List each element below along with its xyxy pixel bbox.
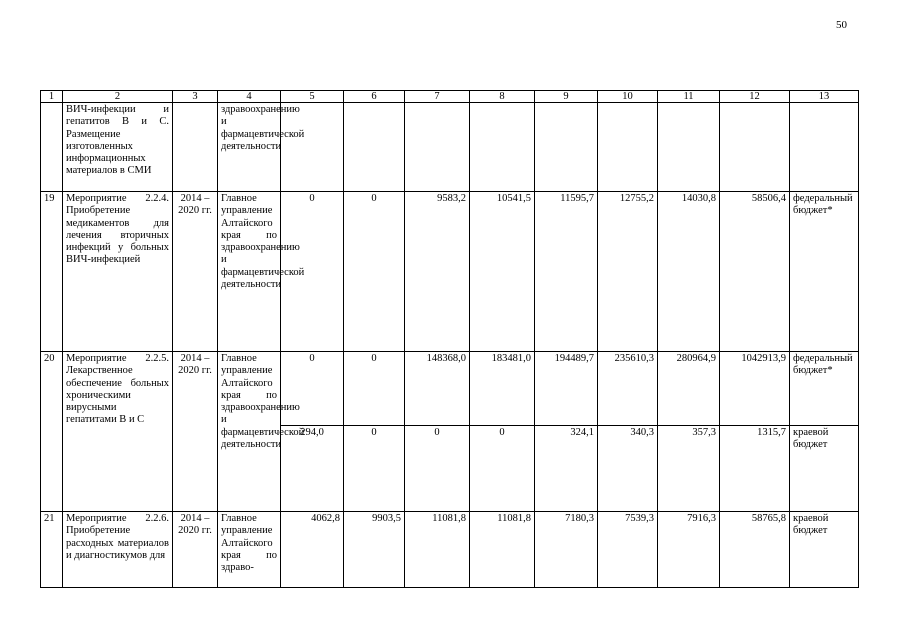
- value-cell: 0: [405, 426, 470, 512]
- column-header: 5: [281, 91, 344, 103]
- column-header: 12: [720, 91, 790, 103]
- executor: здравоохранению и фармацевтической деятельности: [218, 103, 281, 192]
- column-header: 11: [658, 91, 720, 103]
- column-header: 10: [598, 91, 658, 103]
- executor: Главное управление Алтайского края по здраво-: [218, 512, 281, 588]
- value-cell: 7180,3: [535, 512, 598, 588]
- value-cell: 294,0: [281, 426, 344, 512]
- funding-source: федеральный бюджет*: [790, 192, 859, 352]
- value-cell: 235610,3: [598, 352, 658, 426]
- value-cell: 9903,5: [344, 512, 405, 588]
- budget-table: [40, 90, 859, 588]
- row-number: 19: [41, 192, 63, 352]
- executor: Главное управление Алтайского края по здравоохранению и фармацевтической деятельности: [218, 192, 281, 352]
- value-cell: 12755,2: [598, 192, 658, 352]
- funding-source: краевой бюджет: [790, 512, 859, 588]
- column-header: 13: [790, 91, 859, 103]
- value-cell: 58506,4: [720, 192, 790, 352]
- table-row: [41, 192, 859, 352]
- column-header: 7: [405, 91, 470, 103]
- value-cell: 148368,0: [405, 352, 470, 426]
- value-cell: 280964,9: [658, 352, 720, 426]
- row-number: 20: [41, 352, 63, 512]
- value-cell: 11595,7: [535, 192, 598, 352]
- value-cell: 1042913,9: [720, 352, 790, 426]
- page-number: 50: [836, 19, 847, 31]
- value-cell: 9583,2: [405, 192, 470, 352]
- value-cell: 324,1: [535, 426, 598, 512]
- period: 2014 – 2020 гг.: [173, 192, 218, 352]
- value-cell: 11081,8: [470, 512, 535, 588]
- value-cell: 1315,7: [720, 426, 790, 512]
- funding-source: федеральный бюджет*: [790, 352, 859, 426]
- table-header-row: [41, 91, 859, 103]
- period: [173, 103, 218, 192]
- value-cell: 0: [344, 426, 405, 512]
- period: 2014 – 2020 гг.: [173, 512, 218, 588]
- activity-name: Мероприятие 2.2.4. Приобретение медикаментов для лечения вторичных инфекций у больных ВИЧ-инфекцией: [63, 192, 173, 352]
- column-header: 4: [218, 91, 281, 103]
- value-cell: 14030,8: [658, 192, 720, 352]
- table-row: [41, 512, 859, 588]
- value-cell: 0: [470, 426, 535, 512]
- column-header: 6: [344, 91, 405, 103]
- value-cell: 11081,8: [405, 512, 470, 588]
- value-cell: 58765,8: [720, 512, 790, 588]
- column-header: 1: [41, 91, 63, 103]
- table-row: [41, 103, 859, 192]
- value-cell: 7916,3: [658, 512, 720, 588]
- value-cell: 10541,5: [470, 192, 535, 352]
- column-header: 9: [535, 91, 598, 103]
- value-cell: 0: [281, 192, 344, 352]
- value-cell: 7539,3: [598, 512, 658, 588]
- table-row: [41, 352, 859, 426]
- value-cell: 183481,0: [470, 352, 535, 426]
- value-cell: 0: [344, 352, 405, 426]
- period: 2014 – 2020 гг.: [173, 352, 218, 512]
- value-cell: 0: [281, 352, 344, 426]
- value-cell: 4062,8: [281, 512, 344, 588]
- column-header: 3: [173, 91, 218, 103]
- executor: Главное управление Алтайского края по здравоохранению и фармацевтической деятельности: [218, 352, 281, 512]
- value-cell: 194489,7: [535, 352, 598, 426]
- funding-source: краевой бюджет: [790, 426, 859, 512]
- column-header: 2: [63, 91, 173, 103]
- value-cell: 357,3: [658, 426, 720, 512]
- activity-name: ВИЧ-инфекции и гепатитов В и С. Размещение изготовленных информационных материалов в СМИ: [63, 103, 173, 192]
- row-number: [41, 103, 63, 192]
- row-number: 21: [41, 512, 63, 588]
- value-cell: 340,3: [598, 426, 658, 512]
- activity-name: Мероприятие 2.2.5. Лекарственное обеспечение больных хроническими вирусными гепатитами В и С: [63, 352, 173, 512]
- activity-name: Мероприятие 2.2.6. Приобретение расходных материалов и диагностикумов для: [63, 512, 173, 588]
- column-header: 8: [470, 91, 535, 103]
- value-cell: 0: [344, 192, 405, 352]
